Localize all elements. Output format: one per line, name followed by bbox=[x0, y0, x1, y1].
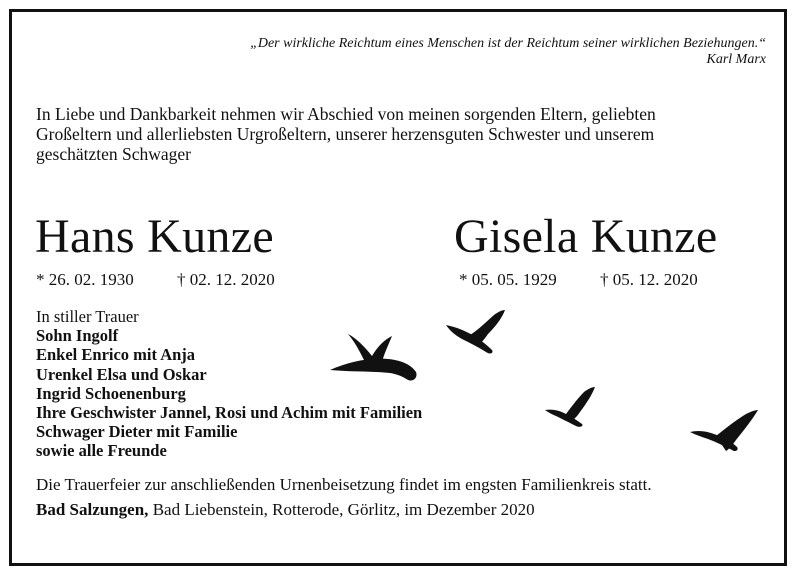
intro-line: Großeltern und allerliebsten Urgroßeltern, unserer herzensguten Schwester und unserem bbox=[36, 124, 655, 144]
deceased-name-gisela: Gisela Kunze bbox=[454, 210, 718, 263]
mourner-name: Sohn Ingolf bbox=[36, 326, 119, 346]
quote-author: Karl Marx bbox=[706, 52, 766, 67]
intro-line: In Liebe und Dankbarkeit nehmen wir Abschied von meinen sorgenden Eltern, geliebten bbox=[36, 104, 656, 124]
goose-icon bbox=[330, 334, 417, 380]
mourners-heading: In stiller Trauer bbox=[36, 307, 139, 326]
mourner-name: Ihre Geschwister Jannel, Rosi und Achim mit Familien bbox=[36, 403, 423, 423]
goose-icon bbox=[446, 310, 505, 353]
place-rest: Bad Liebenstein, Rotterode, Görlitz, im Dezember 2020 bbox=[148, 500, 535, 519]
place-main: Bad Salzungen, bbox=[36, 500, 149, 519]
death-date-gisela: † 05. 12. 2020 bbox=[600, 270, 698, 289]
mourner-name: Ingrid Schoenenburg bbox=[36, 383, 186, 403]
death-date-hans: † 02. 12. 2020 bbox=[177, 270, 275, 289]
goose-icon bbox=[690, 410, 758, 451]
birth-date-gisela: * 05. 05. 1929 bbox=[459, 270, 557, 289]
mourner-name: Urenkel Elsa und Oskar bbox=[36, 364, 207, 384]
deceased-name-hans: Hans Kunze bbox=[35, 210, 274, 263]
funeral-note: Die Trauerfeier zur anschließenden Urnenbeisetzung findet im engsten Familienkreis statt. bbox=[36, 475, 652, 494]
quote-text: „Der wirkliche Reichtum eines Menschen ist der Reichtum seiner wirklichen Beziehungen.“ bbox=[250, 36, 766, 51]
mourner-name: Schwager Dieter mit Familie bbox=[36, 422, 238, 442]
intro-line: geschätzten Schwager bbox=[36, 144, 191, 164]
mourner-name: sowie alle Freunde bbox=[36, 441, 167, 461]
birth-date-hans: * 26. 02. 1930 bbox=[36, 270, 134, 289]
goose-icon bbox=[545, 387, 595, 427]
mourner-name: Enkel Enrico mit Anja bbox=[36, 345, 196, 365]
